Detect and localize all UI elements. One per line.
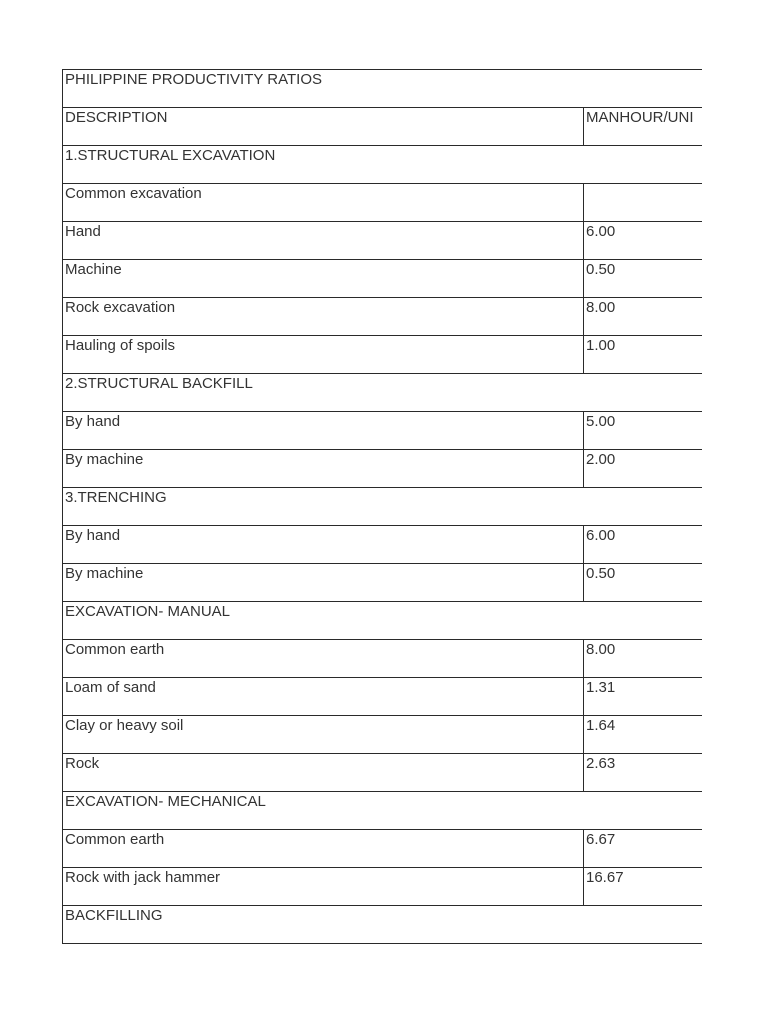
row-value: 16.67 — [584, 868, 703, 906]
row-description: By machine — [63, 564, 584, 602]
section-row — [63, 602, 703, 640]
table-row — [63, 678, 703, 716]
row-description: Hauling of spoils — [63, 336, 584, 374]
row-value: 1.64 — [584, 716, 703, 754]
section-row — [63, 374, 703, 412]
row-description: Common earth — [63, 830, 584, 868]
row-description: Rock with jack hammer — [63, 868, 584, 906]
row-description: Hand — [63, 222, 584, 260]
row-value: 0.50 — [584, 260, 703, 298]
table-row — [63, 830, 703, 868]
table-row — [63, 184, 703, 222]
row-value: 2.63 — [584, 754, 703, 792]
row-value: 5.00 — [584, 412, 703, 450]
section-row — [63, 906, 703, 944]
row-value: 8.00 — [584, 640, 703, 678]
header-unit: MANHOUR/UNI — [584, 108, 703, 146]
section-heading: 2.STRUCTURAL BACKFILL — [63, 374, 703, 412]
section-heading: EXCAVATION- MECHANICAL — [63, 792, 703, 830]
table-row — [63, 450, 703, 488]
row-description: Machine — [63, 260, 584, 298]
header-row — [63, 108, 703, 146]
title-row — [63, 70, 703, 108]
productivity-table — [62, 69, 702, 944]
row-value: 0.50 — [584, 564, 703, 602]
header-description: DESCRIPTION — [63, 108, 584, 146]
section-heading: BACKFILLING — [63, 906, 703, 944]
row-value — [584, 184, 703, 222]
row-description: Rock — [63, 754, 584, 792]
row-description: Loam of sand — [63, 678, 584, 716]
table-row — [63, 640, 703, 678]
section-heading: 3.TRENCHING — [63, 488, 703, 526]
section-heading: EXCAVATION- MANUAL — [63, 602, 703, 640]
section-row — [63, 488, 703, 526]
table-row — [63, 754, 703, 792]
table-row — [63, 526, 703, 564]
row-description: Clay or heavy soil — [63, 716, 584, 754]
table-row — [63, 260, 703, 298]
table-row — [63, 564, 703, 602]
row-description: By hand — [63, 412, 584, 450]
table-row — [63, 868, 703, 906]
row-value: 8.00 — [584, 298, 703, 336]
table-row — [63, 412, 703, 450]
row-value: 6.00 — [584, 222, 703, 260]
table-title: PHILIPPINE PRODUCTIVITY RATIOS — [63, 70, 703, 108]
row-value: 6.00 — [584, 526, 703, 564]
table-row — [63, 298, 703, 336]
row-description: Common earth — [63, 640, 584, 678]
row-description: By machine — [63, 450, 584, 488]
row-description: Rock excavation — [63, 298, 584, 336]
row-value: 6.67 — [584, 830, 703, 868]
section-row — [63, 146, 703, 184]
row-value: 2.00 — [584, 450, 703, 488]
table-row — [63, 222, 703, 260]
section-heading: 1.STRUCTURAL EXCAVATION — [63, 146, 703, 184]
table-row — [63, 336, 703, 374]
table-row — [63, 716, 703, 754]
table-container — [62, 69, 702, 944]
row-value: 1.00 — [584, 336, 703, 374]
section-row — [63, 792, 703, 830]
row-value: 1.31 — [584, 678, 703, 716]
row-description: By hand — [63, 526, 584, 564]
row-description: Common excavation — [63, 184, 584, 222]
